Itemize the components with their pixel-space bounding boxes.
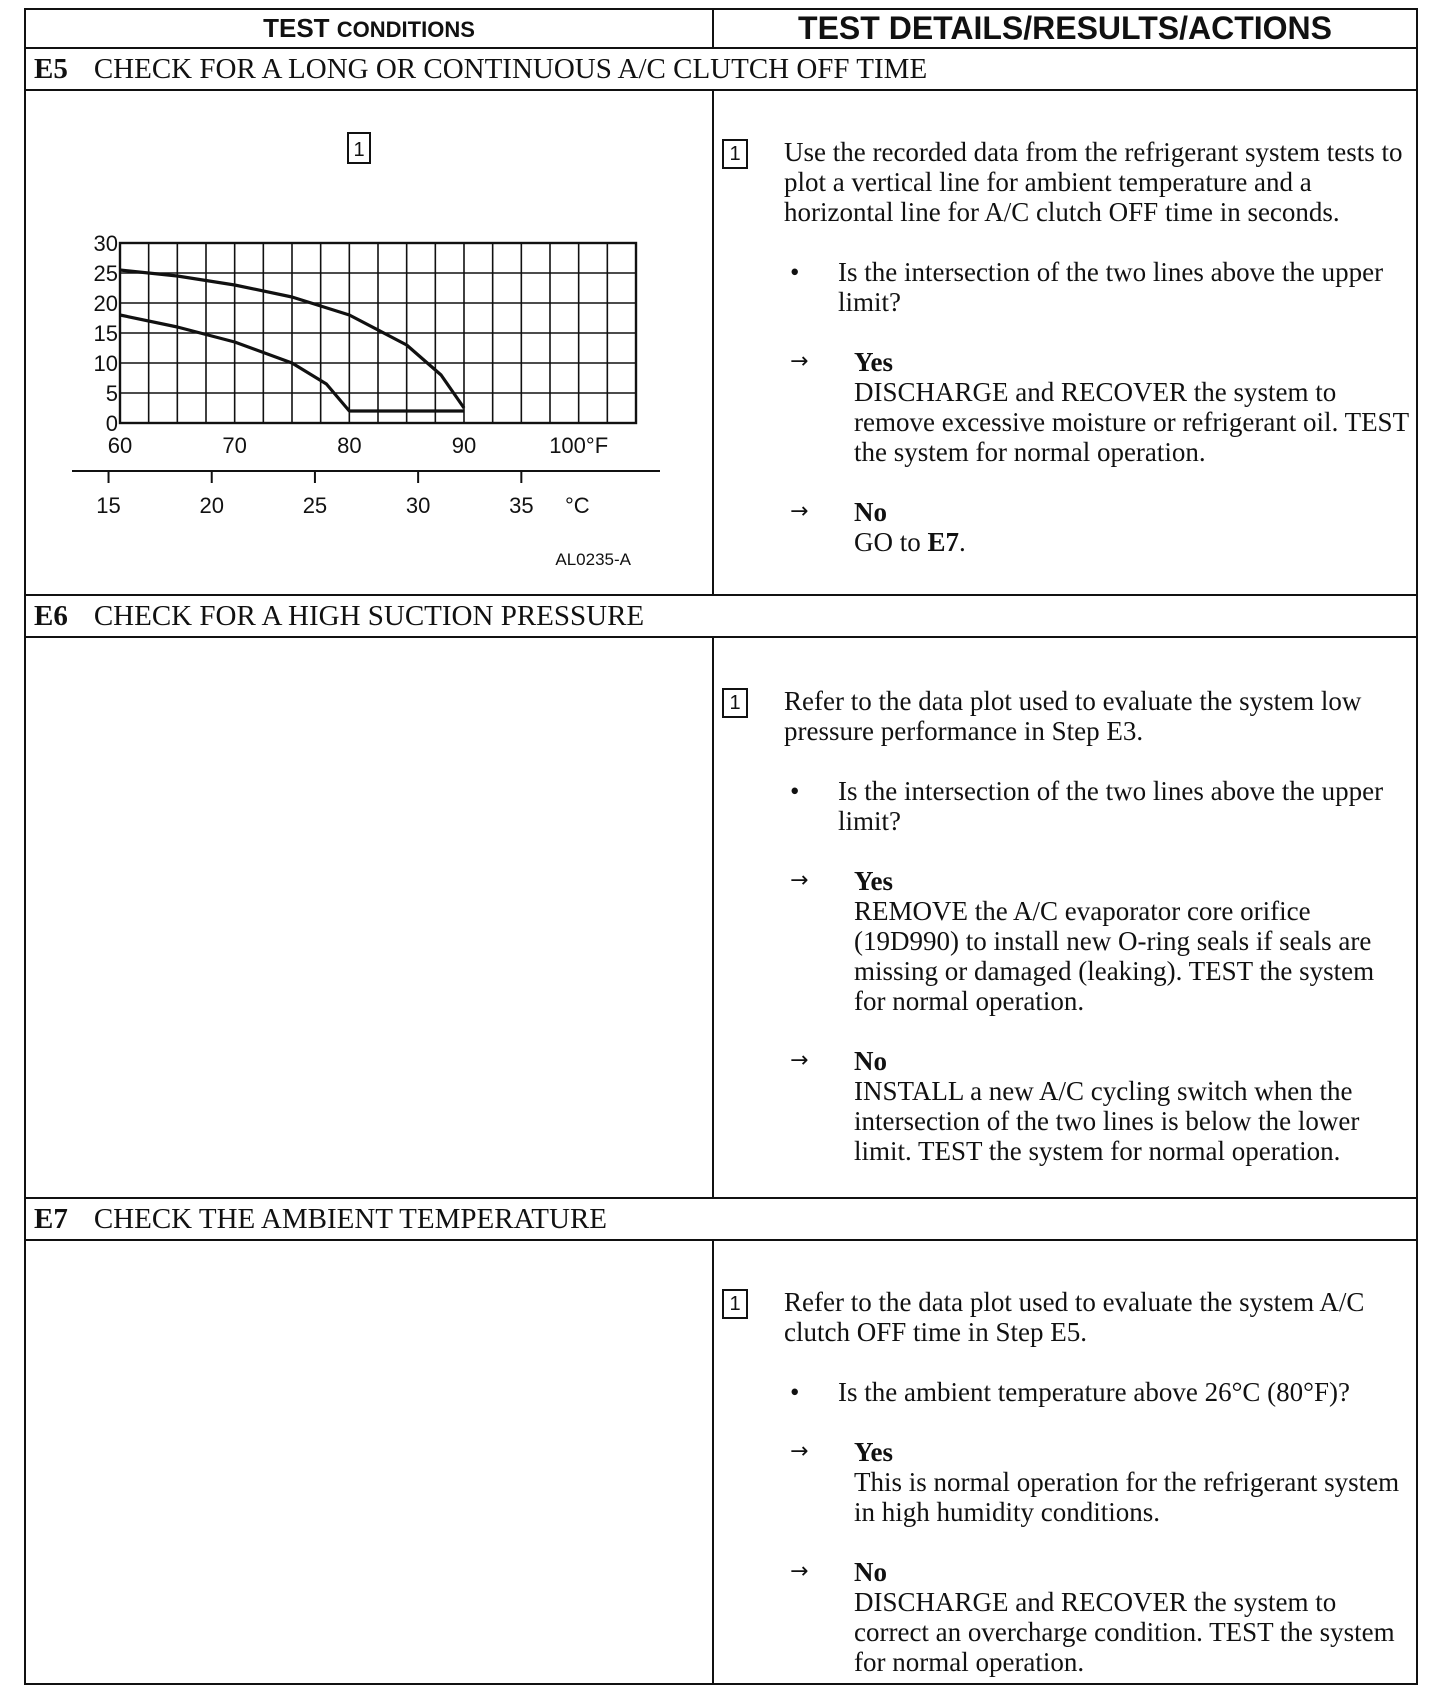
arrow-right-icon: → [790,1048,809,1073]
step-question: Is the ambient temperature above 26°C (80°F)? [838,1377,1350,1407]
arrow-right-icon: → [790,868,809,893]
yes-action: This is normal operation for the refrigerant system in high humidity conditions. [854,1467,1400,1527]
header-test-details: TEST DETAILS/RESULTS/ACTIONS [713,9,1417,48]
step-instruction: Refer to the data plot used to evaluate the system low pressure performance in Step E3. [784,686,1362,746]
x-tick-label-f: 70 [222,433,247,458]
clutch-off-time-chart [26,91,712,594]
arrow-right-icon: → [790,499,809,524]
arrow-right-icon: → [790,349,809,374]
step-title-e5: E5 CHECK FOR A LONG OR CONTINUOUS A/C CLUTCH OFF TIME [25,48,1417,90]
empty-conditions-cell [25,637,713,1198]
x-tick-label-f: 100°F [549,433,609,458]
step-e6-details [713,637,1417,1198]
x-tick-label-c: 35 [509,493,534,518]
step-question: Is the intersection of the two lines above the upper limit? [838,776,1384,836]
yes-label: Yes [854,866,893,896]
y-tick-label: 30 [93,231,118,256]
x-tick-label-c: 20 [199,493,224,518]
step-e5-details [713,90,1417,595]
table-header [25,9,1417,48]
step-instruction: Refer to the data plot used to evaluate the system A/C clutch OFF time in Step E5. [784,1287,1365,1347]
figure-number: 1 [353,139,365,161]
bullet-icon: • [790,776,800,806]
empty-conditions-cell [25,1240,713,1684]
bullet-icon: • [790,257,800,287]
y-tick-label: 10 [93,351,118,376]
arrow-right-icon: → [790,1559,809,1584]
yes-action: REMOVE the A/C evaporator core orifice (19D990) to install new O-ring seals if seals are missing or damaged (leaking). TEST the system for normal operation. [854,896,1375,1016]
y-tick-label: 25 [93,261,118,286]
no-label: No [854,1046,887,1076]
figure-code: AL0235-A [555,550,631,569]
y-tick-label: 20 [93,291,118,316]
y-tick-label: 15 [93,321,118,346]
step-title-e7: E7 CHECK THE AMBIENT TEMPERATURE [25,1198,1417,1240]
step-number-box: 1 [722,1289,748,1319]
step-instruction: Use the recorded data from the refrigerant system tests to plot a vertical line for ambient temperature and a horizontal line for A/C clutch OFF time in seconds. [784,137,1403,227]
y-tick-label: 0 [105,411,118,436]
step-question: Is the intersection of the two lines above the upper limit? [838,257,1384,317]
arrow-right-icon: → [790,1439,809,1464]
yes-action: DISCHARGE and RECOVER the system to remove excessive moisture or refrigerant oil. TEST the system for normal operation. [854,377,1409,467]
figure-cell [25,90,713,595]
no-label: No [854,1557,887,1587]
x-tick-label-c: 15 [96,493,121,518]
x-tick-label-f: 60 [107,433,133,458]
test-table [24,8,1418,1685]
bullet-icon: • [790,1377,800,1407]
x-tick-label-c: 30 [405,493,431,518]
x-tick-label-f: 80 [337,433,362,458]
step-number-box: 1 [722,139,748,169]
no-action: GO to E7. [854,527,966,557]
step-number-box: 1 [722,688,748,718]
step-title-e6: E6 CHECK FOR A HIGH SUCTION PRESSURE [25,595,1417,637]
procedure-sheet [24,8,1416,1677]
no-action: INSTALL a new A/C cycling switch when the intersection of the two lines is below the lower limit. TEST the system for normal operation. [854,1076,1360,1166]
no-action: DISCHARGE and RECOVER the system to correct an overcharge condition. TEST the system for normal operation. [854,1587,1395,1677]
yes-label: Yes [854,1437,893,1467]
header-test-conditions: TEST CONDITIONS [25,9,713,48]
x-tick-label-f: 90 [451,433,477,458]
celsius-unit-label: °C [564,493,590,518]
y-tick-label: 5 [105,381,118,406]
x-tick-label-c: 25 [302,493,328,518]
no-label: No [854,497,887,527]
yes-label: Yes [854,347,893,377]
goto-step-link: E7 [927,527,960,557]
step-e7-details [713,1240,1417,1684]
